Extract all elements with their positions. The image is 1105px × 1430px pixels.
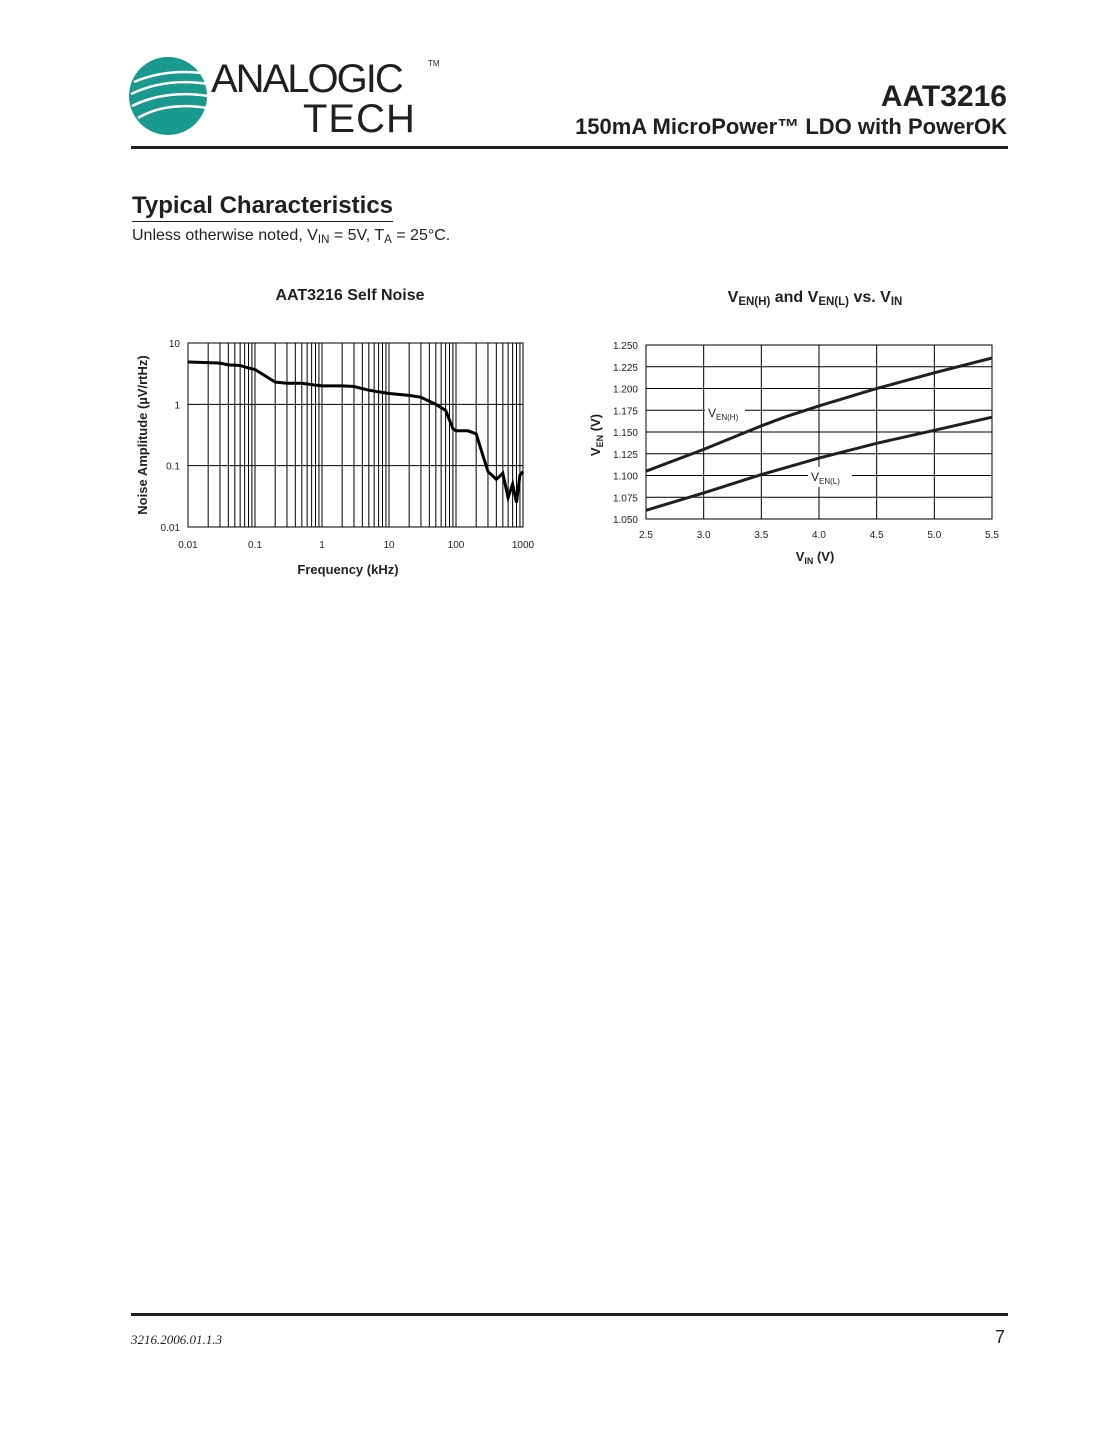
svg-text:0.1: 0.1 xyxy=(248,540,262,551)
svg-text:3.0: 3.0 xyxy=(696,530,711,541)
svg-text:TM: TM xyxy=(428,59,440,68)
svg-text:10: 10 xyxy=(383,540,395,551)
svg-text:TECH: TECH xyxy=(303,97,416,141)
document-title: AAT3216 xyxy=(880,80,1007,113)
svg-text:100: 100 xyxy=(447,540,465,551)
svg-text:1.075: 1.075 xyxy=(612,493,638,505)
self-noise-x-axis-label: Frequency (kHz) xyxy=(297,562,399,577)
svg-text:10: 10 xyxy=(168,339,180,350)
svg-text:5.0: 5.0 xyxy=(927,530,942,541)
svg-text:0.01: 0.01 xyxy=(160,523,180,534)
analogictech-logo xyxy=(128,52,448,142)
svg-text:1.150: 1.150 xyxy=(612,428,638,439)
ven-vs-vin-chart xyxy=(580,335,1005,575)
svg-text:1.200: 1.200 xyxy=(612,384,638,396)
svg-text:1.125: 1.125 xyxy=(612,449,638,461)
svg-text:0.1: 0.1 xyxy=(166,461,180,473)
self-noise-chart xyxy=(130,335,550,585)
footer-divider xyxy=(131,1313,1008,1316)
ven-y-axis-label: $V_{EN}$ (V) xyxy=(588,413,605,457)
svg-text:4.5: 4.5 xyxy=(869,530,884,541)
self-noise-series-line xyxy=(188,362,523,503)
svg-text:4.0: 4.0 xyxy=(812,530,826,541)
svg-text:ANALOGIC: ANALOGIC xyxy=(211,57,402,101)
svg-text:3.5: 3.5 xyxy=(754,530,769,541)
document-subtitle: 150mA MicroPower™ LDO with PowerOK xyxy=(575,114,1007,139)
self-noise-grid xyxy=(188,343,523,527)
svg-text:1.225: 1.225 xyxy=(612,362,638,374)
svg-text:1000: 1000 xyxy=(511,540,535,551)
svg-text:1.250: 1.250 xyxy=(612,341,638,352)
svg-text:1: 1 xyxy=(174,400,180,412)
section-conditions-note: Unless otherwise noted, $V_{IN} = 5V$, $T_A = 25^\circ C$. xyxy=(132,227,451,246)
self-noise-y-axis-label: Noise Amplitude (µV/rtHz) xyxy=(135,355,150,515)
svg-text:0.01: 0.01 xyxy=(178,540,198,551)
svg-text:1.175: 1.175 xyxy=(612,406,638,418)
svg-text:5.5: 5.5 xyxy=(985,530,999,541)
header-divider xyxy=(131,146,1008,149)
svg-text:1.100: 1.100 xyxy=(612,471,638,483)
svg-text:1.050: 1.050 xyxy=(612,515,638,526)
ven-x-axis-label: $V_{IN}$ (V) xyxy=(795,549,835,566)
section-title: Typical Characteristics xyxy=(132,191,393,222)
page-number: 7 xyxy=(994,1327,1005,1347)
ven-l-label: $V_{EN(L)}$ xyxy=(811,470,840,486)
self-noise-chart-title: AAT3216 Self Noise xyxy=(275,287,425,304)
document-code: 3216.2006.01.1.3 xyxy=(131,1332,222,1347)
logo-globe-icon xyxy=(128,52,448,142)
ven-chart-title: $V_{EN(H)}$ and $V_{EN(L)}$ vs. $V_{IN}$ xyxy=(727,289,903,308)
svg-text:2.5: 2.5 xyxy=(639,530,653,541)
ven-h-label: $V_{EN(H)}$ xyxy=(708,406,739,422)
svg-text:1: 1 xyxy=(319,540,325,551)
